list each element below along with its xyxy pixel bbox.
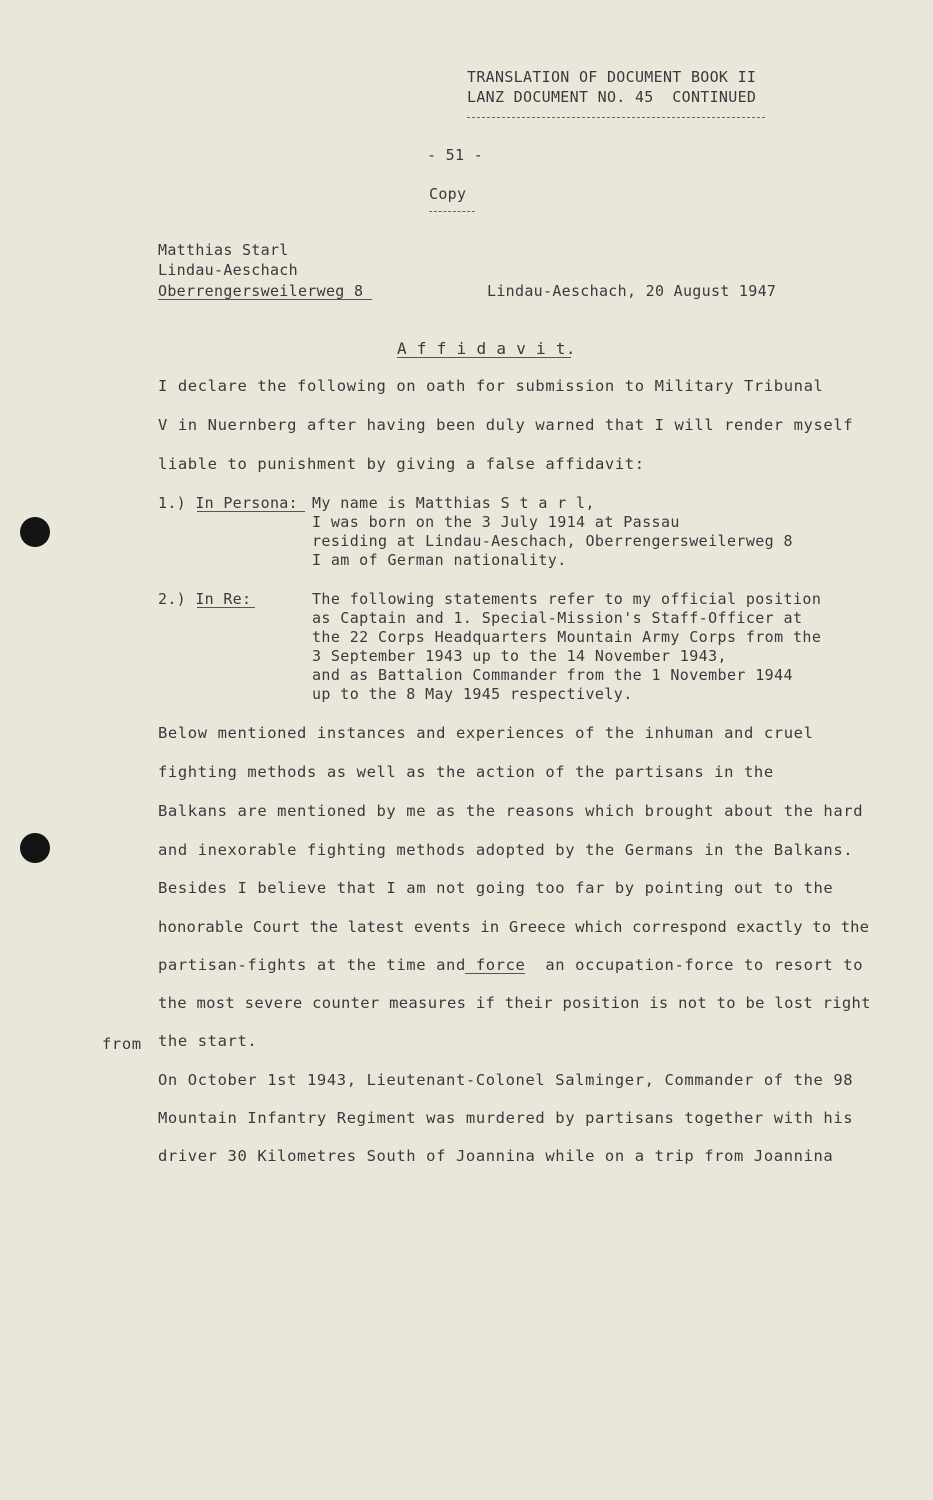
section-2-line-6: up to the 8 May 1945 respectively. — [312, 685, 633, 703]
body-line-7: partisan-fights at the time and force an occupation-force to resort to — [158, 956, 864, 974]
section-1-label: 1.) In Persona: — [158, 494, 298, 512]
body-line-9: the start. — [158, 1032, 258, 1050]
body-line-4: and inexorable fighting methods adopted by the Germans in the Balkans. — [158, 841, 854, 859]
last-line-1: On October 1st 1943, Lieutenant-Colonel Salminger, Commander of the 98 — [158, 1071, 854, 1089]
intro-line-2: V in Nuernberg after having been duly warned that I will render myself — [158, 416, 854, 434]
place-date: Lindau-Aeschach, 20 August 1947 — [487, 282, 777, 300]
document-title: A f f i d a v i t. — [397, 339, 576, 358]
body-line-5: Besides I believe that I am not going too far by pointing out to the — [158, 879, 834, 897]
section-2-line-3: the 22 Corps Headquarters Mountain Army Corps from the — [312, 628, 822, 646]
section-1-line-4: I am of German nationality. — [312, 551, 567, 569]
section-2-line-4: 3 September 1943 up to the 14 November 1943, — [312, 647, 727, 665]
intro-line-3: liable to punishment by giving a false affidavit: — [158, 455, 645, 473]
punch-hole-top — [20, 517, 50, 547]
copy-label: Copy — [429, 185, 467, 203]
header-divider — [467, 117, 765, 118]
section-1-underline — [197, 511, 305, 512]
section-2-line-1: The following statements refer to my official position — [312, 590, 822, 608]
body-line-6: honorable Court the latest events in Greece which correspond exactly to the — [158, 918, 870, 936]
section-2-label: 2.) In Re: — [158, 590, 252, 608]
page-number: - 51 - — [427, 146, 483, 164]
header-line-2: LANZ DOCUMENT NO. 45 CONTINUED — [467, 88, 757, 106]
last-line-2: Mountain Infantry Regiment was murdered by partisans together with his — [158, 1109, 854, 1127]
body-line-3: Balkans are mentioned by me as the reasons which brought about the hard — [158, 802, 864, 820]
body-line-2: fighting methods as well as the action of the partisans in the — [158, 763, 774, 781]
section-1-line-1: My name is Matthias S t a r l, — [312, 494, 595, 512]
intro-line-1: I declare the following on oath for submission to Military Tribunal — [158, 377, 824, 395]
sender-town: Lindau-Aeschach — [158, 261, 298, 279]
copy-underline — [429, 211, 475, 212]
sender-underline — [158, 299, 372, 300]
force-underline — [465, 973, 525, 974]
margin-note: from — [102, 1035, 142, 1053]
sender-street: Oberrengersweilerweg 8 — [158, 282, 364, 300]
section-2-underline — [197, 607, 255, 608]
section-1-line-2: I was born on the 3 July 1914 at Passau — [312, 513, 680, 531]
last-line-3: driver 30 Kilometres South of Joannina while on a trip from Joannina — [158, 1147, 834, 1165]
punch-hole-bottom — [20, 833, 50, 863]
section-2-line-2: as Captain and 1. Special-Mission's Staff-Officer at — [312, 609, 803, 627]
section-1-line-3: residing at Lindau-Aeschach, Oberrengersweilerweg 8 — [312, 532, 793, 550]
body-line-1: Below mentioned instances and experiences of the inhuman and cruel — [158, 724, 814, 742]
section-2-line-5: and as Battalion Commander from the 1 November 1944 — [312, 666, 793, 684]
header-line-1: TRANSLATION OF DOCUMENT BOOK II — [467, 68, 757, 86]
body-line-8: the most severe counter measures if their position is not to be lost right — [158, 994, 871, 1012]
sender-name: Matthias Starl — [158, 241, 289, 259]
title-underline — [397, 357, 571, 358]
